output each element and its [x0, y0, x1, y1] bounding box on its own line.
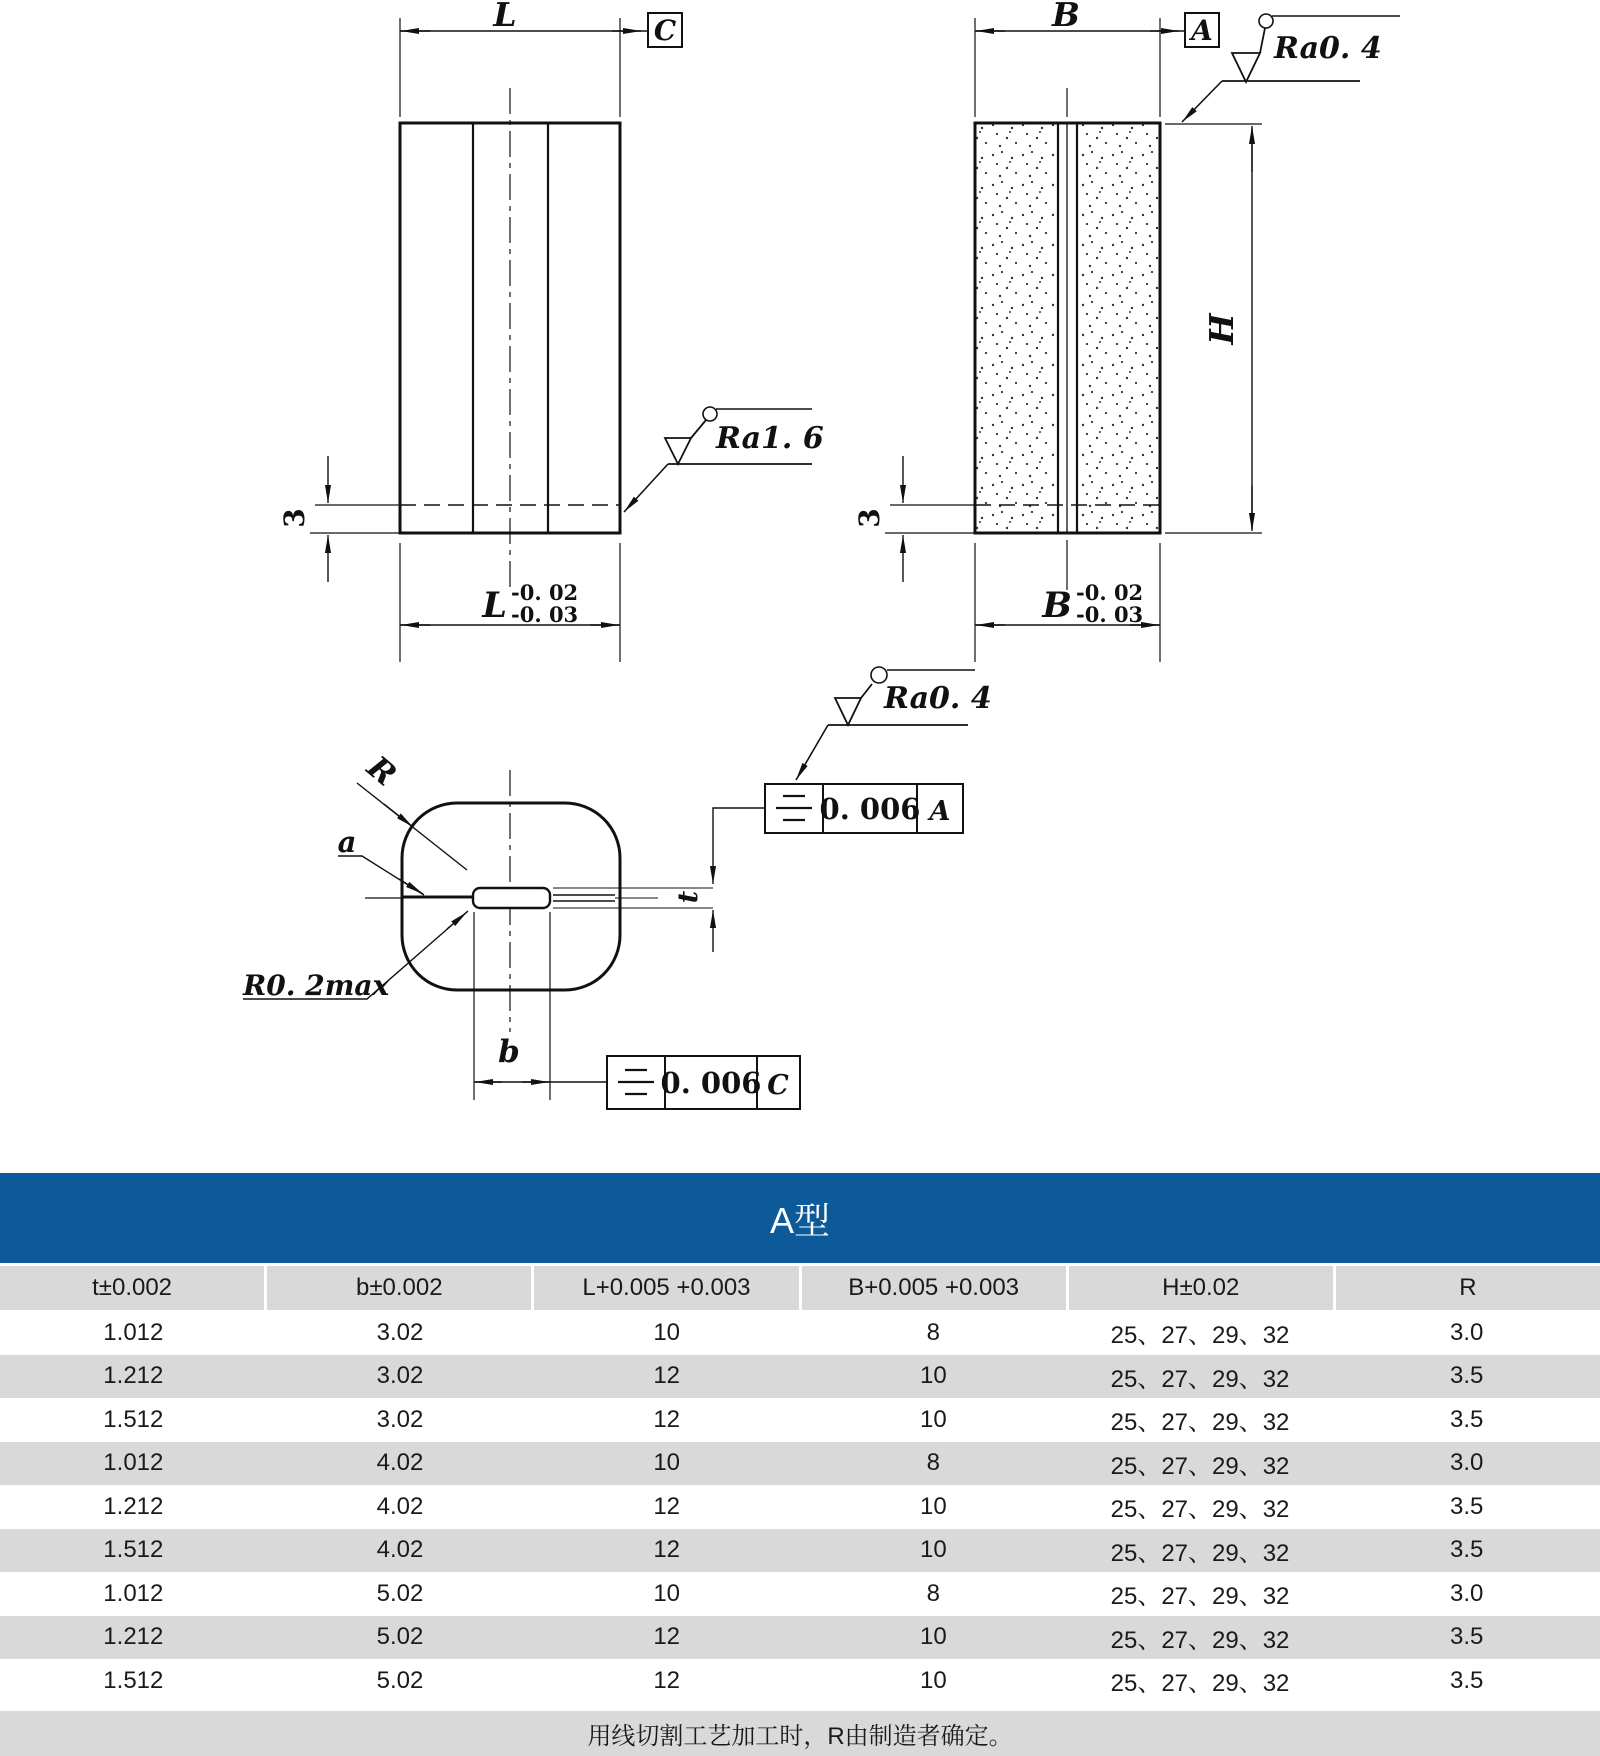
table-cell: 25、27、29、32 [1110, 1409, 1290, 1437]
roughness-label-ra04-mid: Ra0. 4 [884, 681, 992, 716]
tol-lower-right: -0. 03 [1076, 602, 1144, 627]
table-cell: 1.012 [103, 1318, 164, 1346]
table-cell: 8 [926, 1579, 941, 1607]
table-cell: 1.212 [103, 1362, 164, 1390]
table-cell: 10 [653, 1318, 681, 1346]
table-cell: 3.0 [1450, 1318, 1484, 1346]
dim-label-B: B [1052, 0, 1080, 34]
dim-label-L-tol: L [482, 585, 507, 626]
table-row [0, 1659, 1600, 1703]
table-cell: 12 [653, 1623, 681, 1651]
table-cell: 10 [920, 1405, 947, 1433]
table-cell: 3.5 [1450, 1492, 1484, 1520]
table-row [0, 1311, 1600, 1355]
tol-upper-right: -0. 02 [1076, 580, 1144, 605]
table-cell: 12 [653, 1405, 681, 1433]
table-cell: 4.02 [376, 1492, 424, 1520]
table-cell: 12 [653, 1362, 681, 1390]
datum-label-A: A [1191, 14, 1213, 47]
dim-label-B-tol: B [1042, 585, 1072, 626]
fcf-a-value: 0. 006 [819, 792, 921, 826]
slot-width-label-b: b [498, 1034, 520, 1070]
offset-label-3-left: 3 [278, 508, 311, 528]
table-cell: 3.5 [1450, 1666, 1484, 1694]
fcf-c-value: 0. 006 [660, 1066, 762, 1100]
table-cell: 3.02 [376, 1318, 424, 1346]
table-cell: 25、27、29、32 [1110, 1365, 1290, 1393]
fcf-c-datum: C [767, 1070, 789, 1101]
table-cell: 25、27、29、32 [1110, 1539, 1290, 1567]
dim-label-H: H [1202, 313, 1241, 345]
table-cell: 3.0 [1450, 1579, 1484, 1607]
table-cell: 25、27、29、32 [1110, 1670, 1290, 1698]
table-cell: 1.012 [103, 1449, 164, 1477]
table-cell: 10 [920, 1492, 947, 1520]
right-view [885, 13, 1400, 662]
table-cell: 1.212 [103, 1492, 164, 1520]
table-body [0, 1311, 1600, 1703]
table-cell: 3.02 [376, 1362, 424, 1390]
table-cell: 8 [926, 1318, 941, 1346]
roughness-label-ra04-top: Ra0. 4 [1274, 31, 1382, 66]
table-row [0, 1485, 1600, 1529]
table-row [0, 1616, 1600, 1660]
table-cell: 12 [653, 1492, 681, 1520]
tol-lower-left: -0. 03 [511, 602, 579, 627]
table-cell: 10 [920, 1666, 947, 1694]
offset-label-3-right: 3 [853, 508, 886, 528]
corner-radius-note: R0. 2max [243, 969, 390, 1002]
table-header-row [0, 1266, 1600, 1310]
column-header-b: b±0.002 [264, 1266, 531, 1310]
table-cell: 5.02 [376, 1623, 424, 1651]
table-cell: 1.512 [103, 1405, 164, 1433]
table-cell: 10 [653, 1449, 681, 1477]
table-cell: 5.02 [376, 1666, 424, 1694]
table-cell: 5.02 [376, 1579, 424, 1607]
column-header-H: H±0.02 [1066, 1266, 1333, 1310]
table-cell: 12 [653, 1536, 681, 1564]
table-cell: 1.212 [103, 1623, 164, 1651]
column-header-R: R [1333, 1266, 1600, 1310]
table-cell: 10 [920, 1362, 947, 1390]
thickness-label-t: t [673, 890, 704, 904]
table-cell: 10 [653, 1579, 681, 1607]
column-header-B: B+0.005 +0.003 [799, 1266, 1066, 1310]
roughness-label-ra16: Ra1. 6 [716, 421, 824, 456]
tol-upper-left: -0. 02 [511, 580, 579, 605]
table-row [0, 1398, 1600, 1442]
table-footnote: 用线切割工艺加工时，R由制造者确定。 [0, 1711, 1600, 1756]
left-view [310, 13, 812, 662]
spec-table [0, 1173, 1600, 1756]
table-cell: 10 [920, 1536, 947, 1564]
table-row [0, 1355, 1600, 1399]
column-header-L: L+0.005 +0.003 [531, 1266, 798, 1310]
section-view [243, 667, 975, 1109]
table-cell: 3.5 [1450, 1536, 1484, 1564]
fcf-a-datum: A [929, 796, 951, 827]
datum-label-C: C [653, 14, 677, 47]
table-cell: 3.02 [376, 1405, 424, 1433]
table-cell: 10 [920, 1623, 947, 1651]
table-cell: 12 [653, 1666, 681, 1694]
table-cell: 25、27、29、32 [1110, 1452, 1290, 1480]
table-cell: 3.0 [1450, 1449, 1484, 1477]
table-cell: 25、27、29、32 [1110, 1626, 1290, 1654]
table-row [0, 1442, 1600, 1486]
radius-label-R: R [359, 749, 403, 794]
dim-label-L: L [493, 0, 517, 34]
table-row [0, 1529, 1600, 1573]
table-cell: 8 [926, 1449, 941, 1477]
table-cell: 3.5 [1450, 1623, 1484, 1651]
table-cell: 25、27、29、32 [1110, 1322, 1290, 1350]
table-row [0, 1572, 1600, 1616]
table-cell: 1.512 [103, 1666, 164, 1694]
table-cell: 1.512 [103, 1536, 164, 1564]
table-cell: 3.5 [1450, 1405, 1484, 1433]
kerf-label-a: a [337, 825, 357, 859]
table-cell: 25、27、29、32 [1110, 1583, 1290, 1611]
table-cell: 3.5 [1450, 1362, 1484, 1390]
table-cell: 25、27、29、32 [1110, 1496, 1290, 1524]
column-header-t: t±0.002 [0, 1266, 264, 1310]
wire-slot [473, 888, 550, 908]
table-cell: 1.012 [103, 1579, 164, 1607]
table-title: A型 [0, 1173, 1600, 1263]
table-cell: 4.02 [376, 1449, 424, 1477]
table-cell: 4.02 [376, 1536, 424, 1564]
